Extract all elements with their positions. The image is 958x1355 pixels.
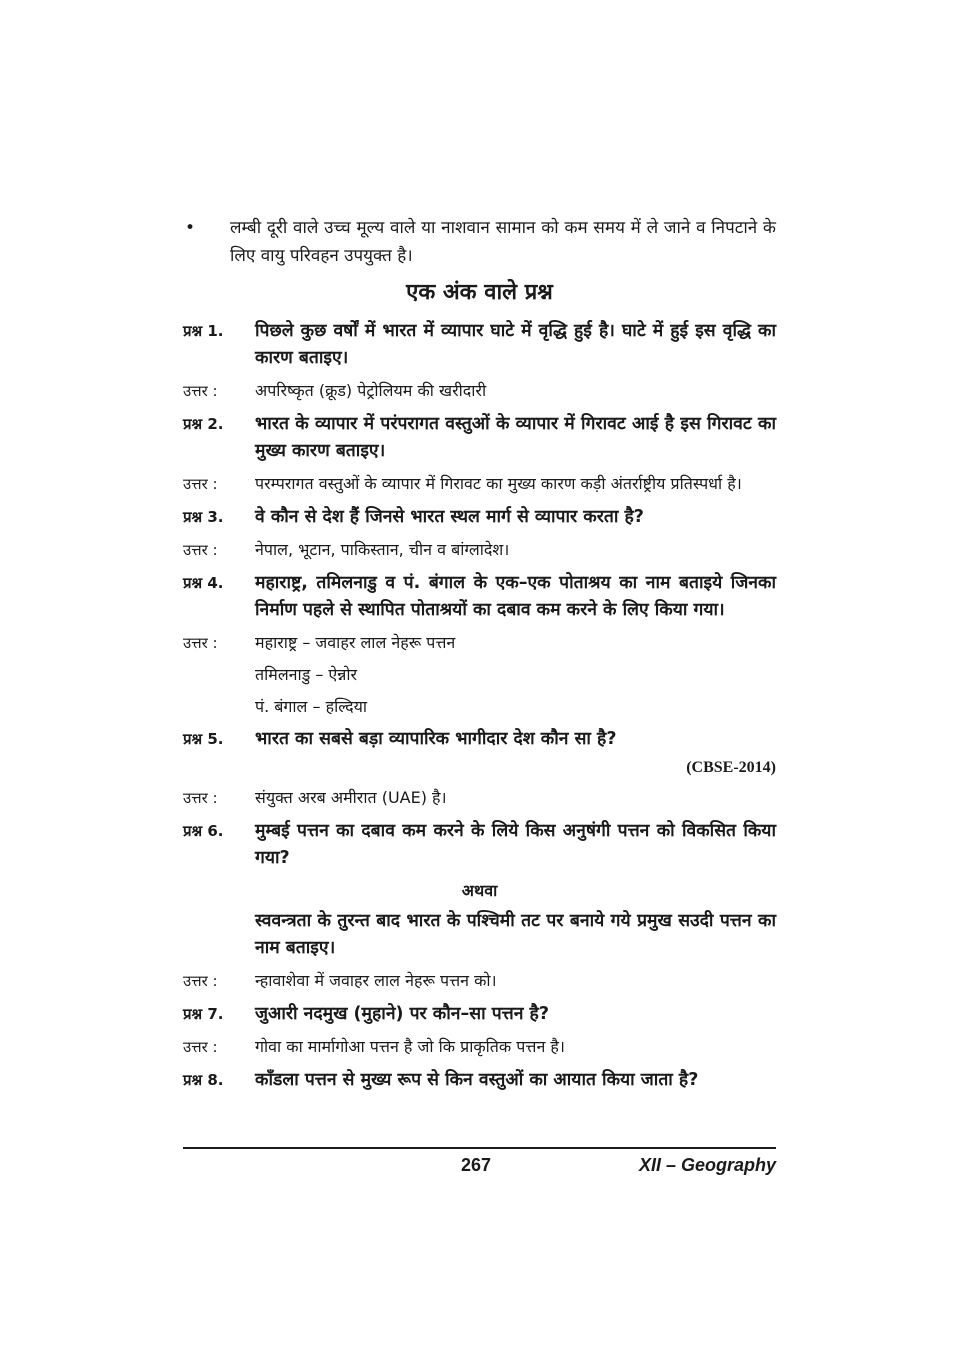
question-7 xyxy=(183,1001,776,1028)
answer-label: उत्तर : xyxy=(183,789,218,807)
question-label: प्रश्न 3. xyxy=(183,508,224,526)
question-text: पिछले कुछ वर्षों में भारत में व्यापार घाटे में वृद्धि हुई है। घाटे में हुई इस वृद्धि का कारण बताइए। xyxy=(255,321,776,368)
question-text: महाराष्ट्र, तमिलनाडु व पं. बंगाल के एक–एक पोताश्रय का नाम बताइये जिनका निर्माण पहले से स्थापित पोताश्रयों का दबाव कम करने के लिए किया गया। xyxy=(255,573,776,620)
answer-text: गोवा का मार्मागोआ पत्तन है जो कि प्राकृतिक पत्तन है। xyxy=(255,1037,565,1056)
question-5 xyxy=(183,726,776,753)
question-text: भारत का सबसे बड़ा व्यापारिक भागीदार देश कौन सा है? xyxy=(255,729,617,749)
answer-text: परम्परागत वस्तुओं के व्यापार में गिरावट का मुख्य कारण कड़ी अंतर्राष्ट्रीय प्रतिस्पर्धा है। xyxy=(255,474,742,493)
page-footer xyxy=(183,1147,776,1176)
question-label: प्रश्न 4. xyxy=(183,574,224,592)
section-title: एक अंक वाले प्रश्न xyxy=(406,280,553,305)
question-4 xyxy=(183,570,776,624)
page-number: 267 xyxy=(461,1155,492,1175)
answer-label: उत्तर : xyxy=(183,634,218,652)
question-2 xyxy=(183,411,776,465)
answer-line-bengal: पं. बंगाल – हल्दिया xyxy=(255,697,368,716)
answer-3 xyxy=(183,537,776,564)
question-text: भारत के व्यापार में परंपरागत वस्तुओं के व्यापार में गिरावट आई है इस गिरावट का मुख्य कारण बताइए। xyxy=(255,414,776,461)
question-1 xyxy=(183,318,776,372)
answer-text: संयुक्त अरब अमीरात (UAE) है। xyxy=(255,788,447,807)
question-label: प्रश्न 2. xyxy=(183,415,224,433)
answer-2 xyxy=(183,471,776,498)
question-6 xyxy=(183,818,776,872)
answer-label: उत्तर : xyxy=(183,541,218,559)
question-label: प्रश्न 6. xyxy=(183,822,224,840)
answer-5 xyxy=(183,785,776,812)
source-reference: (CBSE-2014) xyxy=(686,759,776,776)
subject-label: XII – Geography xyxy=(638,1155,776,1175)
answer-6 xyxy=(183,968,776,995)
answer-label: उत्तर : xyxy=(183,382,218,400)
question-text: वे कौन से देश हैं जिनसे भारत स्थल मार्ग से व्यापार करता है? xyxy=(255,507,644,527)
question-label: प्रश्न 5. xyxy=(183,730,224,748)
or-separator: अथवा xyxy=(461,881,498,900)
page-content xyxy=(183,214,776,1100)
question-8 xyxy=(183,1067,776,1094)
question-label: प्रश्न 8. xyxy=(183,1071,224,1089)
answer-text: अपरिष्कृत (क्रूड) पेट्रोलियम की खरीदारी xyxy=(255,381,487,400)
answer-7 xyxy=(183,1034,776,1061)
answer-4 xyxy=(183,630,776,720)
question-label: प्रश्न 1. xyxy=(183,322,224,340)
answer-text: न्हावाशेवा में जवाहर लाल नेहरू पत्तन को। xyxy=(255,971,497,990)
question-label: प्रश्न 7. xyxy=(183,1005,224,1023)
answer-line-tamilnadu: तमिलनाडु – ऐन्नोर xyxy=(255,665,358,684)
answer-1 xyxy=(183,378,776,405)
bullet-point xyxy=(183,214,776,270)
bullet-text: लम्बी दूरी वाले उच्च मूल्य वाले या नाशवान सामान को कम समय में ले जाने व निपटाने के लिए वायु परिवहन उपयुक्त है। xyxy=(230,218,776,266)
alternate-question-text: स्ववन्त्रता के तुरन्त बाद भारत के पश्चिमी तट पर बनाये गये प्रमुख सउदी पत्तन का नाम बताइए। xyxy=(255,911,776,958)
answer-line-maharashtra: महाराष्ट्र – जवाहर लाल नेहरू पत्तन xyxy=(255,633,456,652)
answer-text: नेपाल, भूटान, पाकिस्तान, चीन व बांग्लादेश। xyxy=(255,540,510,559)
question-text: काँडला पत्तन से मुख्य रूप से किन वस्तुओं का आयात किया जाता है? xyxy=(255,1070,699,1090)
question-3 xyxy=(183,504,776,531)
answer-label: उत्तर : xyxy=(183,1038,218,1056)
question-text: मुम्बई पत्तन का दबाव कम करने के लिये किस अनुषंगी पत्तन को विकसित किया गया? xyxy=(255,821,776,868)
answer-label: उत्तर : xyxy=(183,972,218,990)
bullet-symbol: • xyxy=(185,218,196,238)
question-text: जुआरी नदमुख (मुहाने) पर कौन–सा पत्तन है? xyxy=(255,1004,549,1024)
answer-label: उत्तर : xyxy=(183,475,218,493)
